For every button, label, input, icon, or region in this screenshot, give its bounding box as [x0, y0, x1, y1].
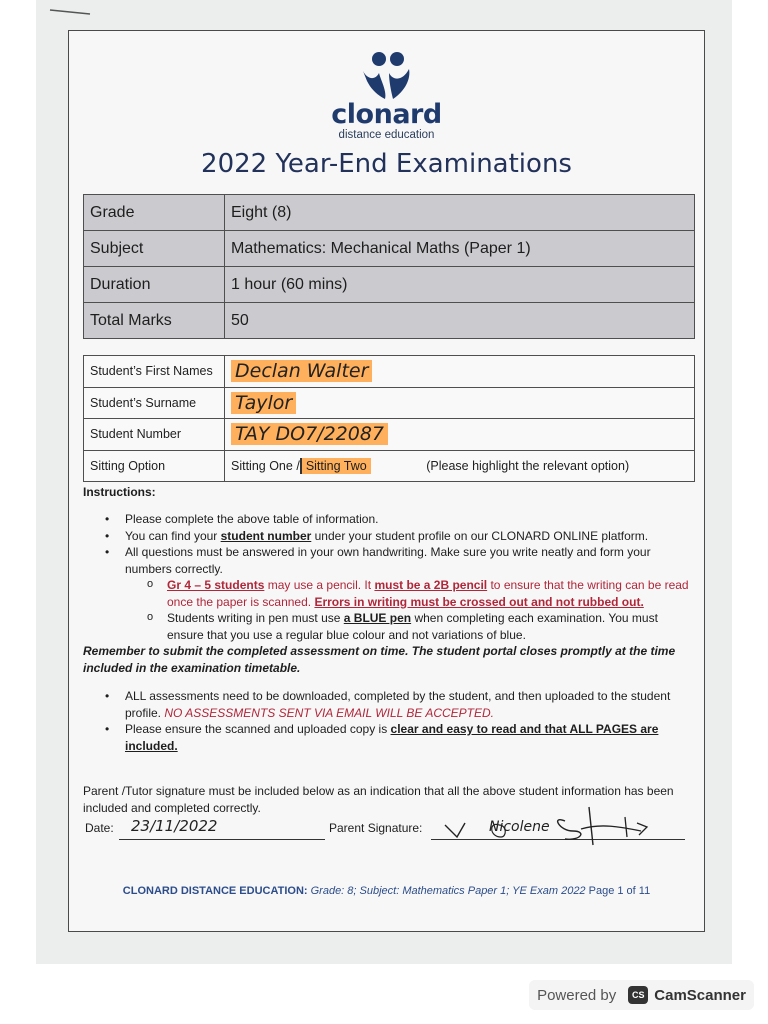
info-label: Subject: [84, 231, 225, 267]
camscanner-icon: CS: [628, 986, 648, 1004]
info-value: 1 hour (60 mins): [225, 267, 695, 303]
footer-details: Grade: 8; Subject: Mathematics Paper 1; YE Exam 2022: [310, 885, 586, 897]
instruction-emphasis: a BLUE pen: [343, 611, 412, 625]
sitting-one-option[interactable]: Sitting One: [231, 458, 293, 473]
student-label: Student’s Surname: [84, 387, 225, 419]
handwritten-signature-icon[interactable]: [441, 801, 671, 851]
instruction-emphasis: must be a 2B pencil: [374, 578, 488, 592]
footer-org: CLONARD DISTANCE EDUCATION:: [122, 885, 308, 897]
instruction-text: You can find your: [125, 528, 221, 543]
student-row-number: [84, 419, 695, 451]
student-value-cell[interactable]: [225, 419, 695, 451]
info-label: Grade: [84, 195, 225, 231]
instruction-subitem: [83, 610, 693, 643]
info-row-grade: [84, 195, 695, 231]
instruction-item: [83, 511, 693, 528]
info-value: Mathematics: Mechanical Maths (Paper 1): [225, 231, 695, 267]
footer-page-number: Page 1 of 11: [588, 885, 651, 897]
page-footer: [69, 885, 704, 897]
info-row-subject: [84, 231, 695, 267]
exam-info-table: [83, 194, 695, 339]
handwritten-date[interactable]: 23/11/2022: [131, 817, 218, 835]
instruction-item: [83, 544, 693, 643]
date-line: [119, 839, 325, 840]
instructions-list-2: [83, 688, 693, 754]
info-row-total-marks: [84, 303, 695, 339]
signature-note: Parent /Tutor signature must be included below as an indication that all the above student information has been included and completed correctly.: [83, 784, 674, 815]
sitting-note: (Please highlight the relevant option): [426, 458, 630, 473]
instruction-item: [83, 721, 693, 754]
info-label: Duration: [84, 267, 225, 303]
sitting-separator: /: [296, 458, 300, 473]
signature-name: Nicolene: [489, 819, 550, 835]
sitting-two-option-highlighted[interactable]: Sitting Two: [300, 458, 371, 474]
remember-note: Remember to submit the completed assessment on time. The student portal closes promptly at the time included in the examination timetable.: [83, 644, 676, 675]
instruction-text: Students writing in pen must use: [167, 611, 344, 625]
camscanner-brand: CamScanner: [654, 986, 746, 1004]
logo-tagline: distance education: [338, 129, 435, 141]
student-row-surname: [84, 387, 695, 419]
info-value: Eight (8): [225, 195, 695, 231]
logo-wordmark: clonard: [331, 99, 442, 130]
instruction-emphasis: Gr 4 – 5 students: [167, 578, 265, 592]
instruction-text: Please ensure the scanned and uploaded copy is: [125, 722, 391, 736]
info-value: 50: [225, 303, 695, 339]
handwritten-student-number: TAY DO7/22087: [231, 423, 388, 445]
instruction-text: may use a pencil. It: [264, 578, 375, 592]
exam-title: 2022 Year-End Examinations: [201, 149, 572, 179]
info-label: Total Marks: [84, 303, 225, 339]
instruction-emphasis: clear and easy to read and that ALL PAGES are included.: [125, 722, 659, 753]
student-row-first-names: [84, 356, 695, 388]
sitting-option-cell[interactable]: [225, 450, 695, 482]
student-info-table: [83, 355, 695, 482]
instruction-text: All questions must be answered in your own handwriting. Make sure you write neatly and form your numbers correctly.: [125, 545, 651, 576]
student-row-sitting: [84, 450, 695, 482]
handwritten-first-names: Declan Walter: [231, 360, 372, 382]
student-value-cell[interactable]: [225, 356, 695, 388]
info-row-duration: [84, 267, 695, 303]
instruction-emphasis: student number: [220, 528, 312, 543]
pen-stroke-mark: [48, 2, 96, 16]
instruction-item: [83, 528, 693, 545]
people-logo-icon: [357, 51, 417, 101]
instruction-text: ALL assessments need to be downloaded, completed by the student, and then uploaded to the student profile.: [125, 689, 671, 720]
instruction-text: Please complete the above table of information.: [125, 512, 379, 526]
instruction-emphasis: Errors in writing must be crossed out and not rubbed out.: [314, 594, 644, 609]
instruction-text: when completing each examination. You must ensure that you use a regular blue colour and not variations of blue.: [167, 611, 658, 642]
instructions-heading: Instructions:: [83, 485, 156, 499]
instruction-subitem: [83, 577, 693, 610]
date-label: Date:: [85, 821, 114, 835]
student-label: Sitting Option: [84, 450, 225, 482]
instruction-item: [83, 688, 693, 721]
student-value-cell[interactable]: [225, 387, 695, 419]
exam-cover-page: [68, 30, 705, 932]
powered-by-label: Powered by: [537, 986, 617, 1004]
handwritten-surname: Taylor: [231, 392, 296, 414]
instruction-text: to ensure that the writing can be read once the paper is scanned.: [167, 578, 689, 609]
student-label: Student Number: [84, 419, 225, 451]
clonard-logo: [69, 51, 704, 141]
camscanner-watermark: [529, 980, 754, 1010]
student-label: Student’s First Names: [84, 356, 225, 388]
instruction-text: under your student profile on our CLONARD ONLINE platform.: [311, 528, 649, 543]
instruction-warning: NO ASSESSMENTS SENT VIA EMAIL WILL BE ACCEPTED.: [164, 705, 495, 720]
parent-signature-label: Parent Signature:: [329, 821, 423, 835]
instructions-list-1: [83, 511, 693, 643]
